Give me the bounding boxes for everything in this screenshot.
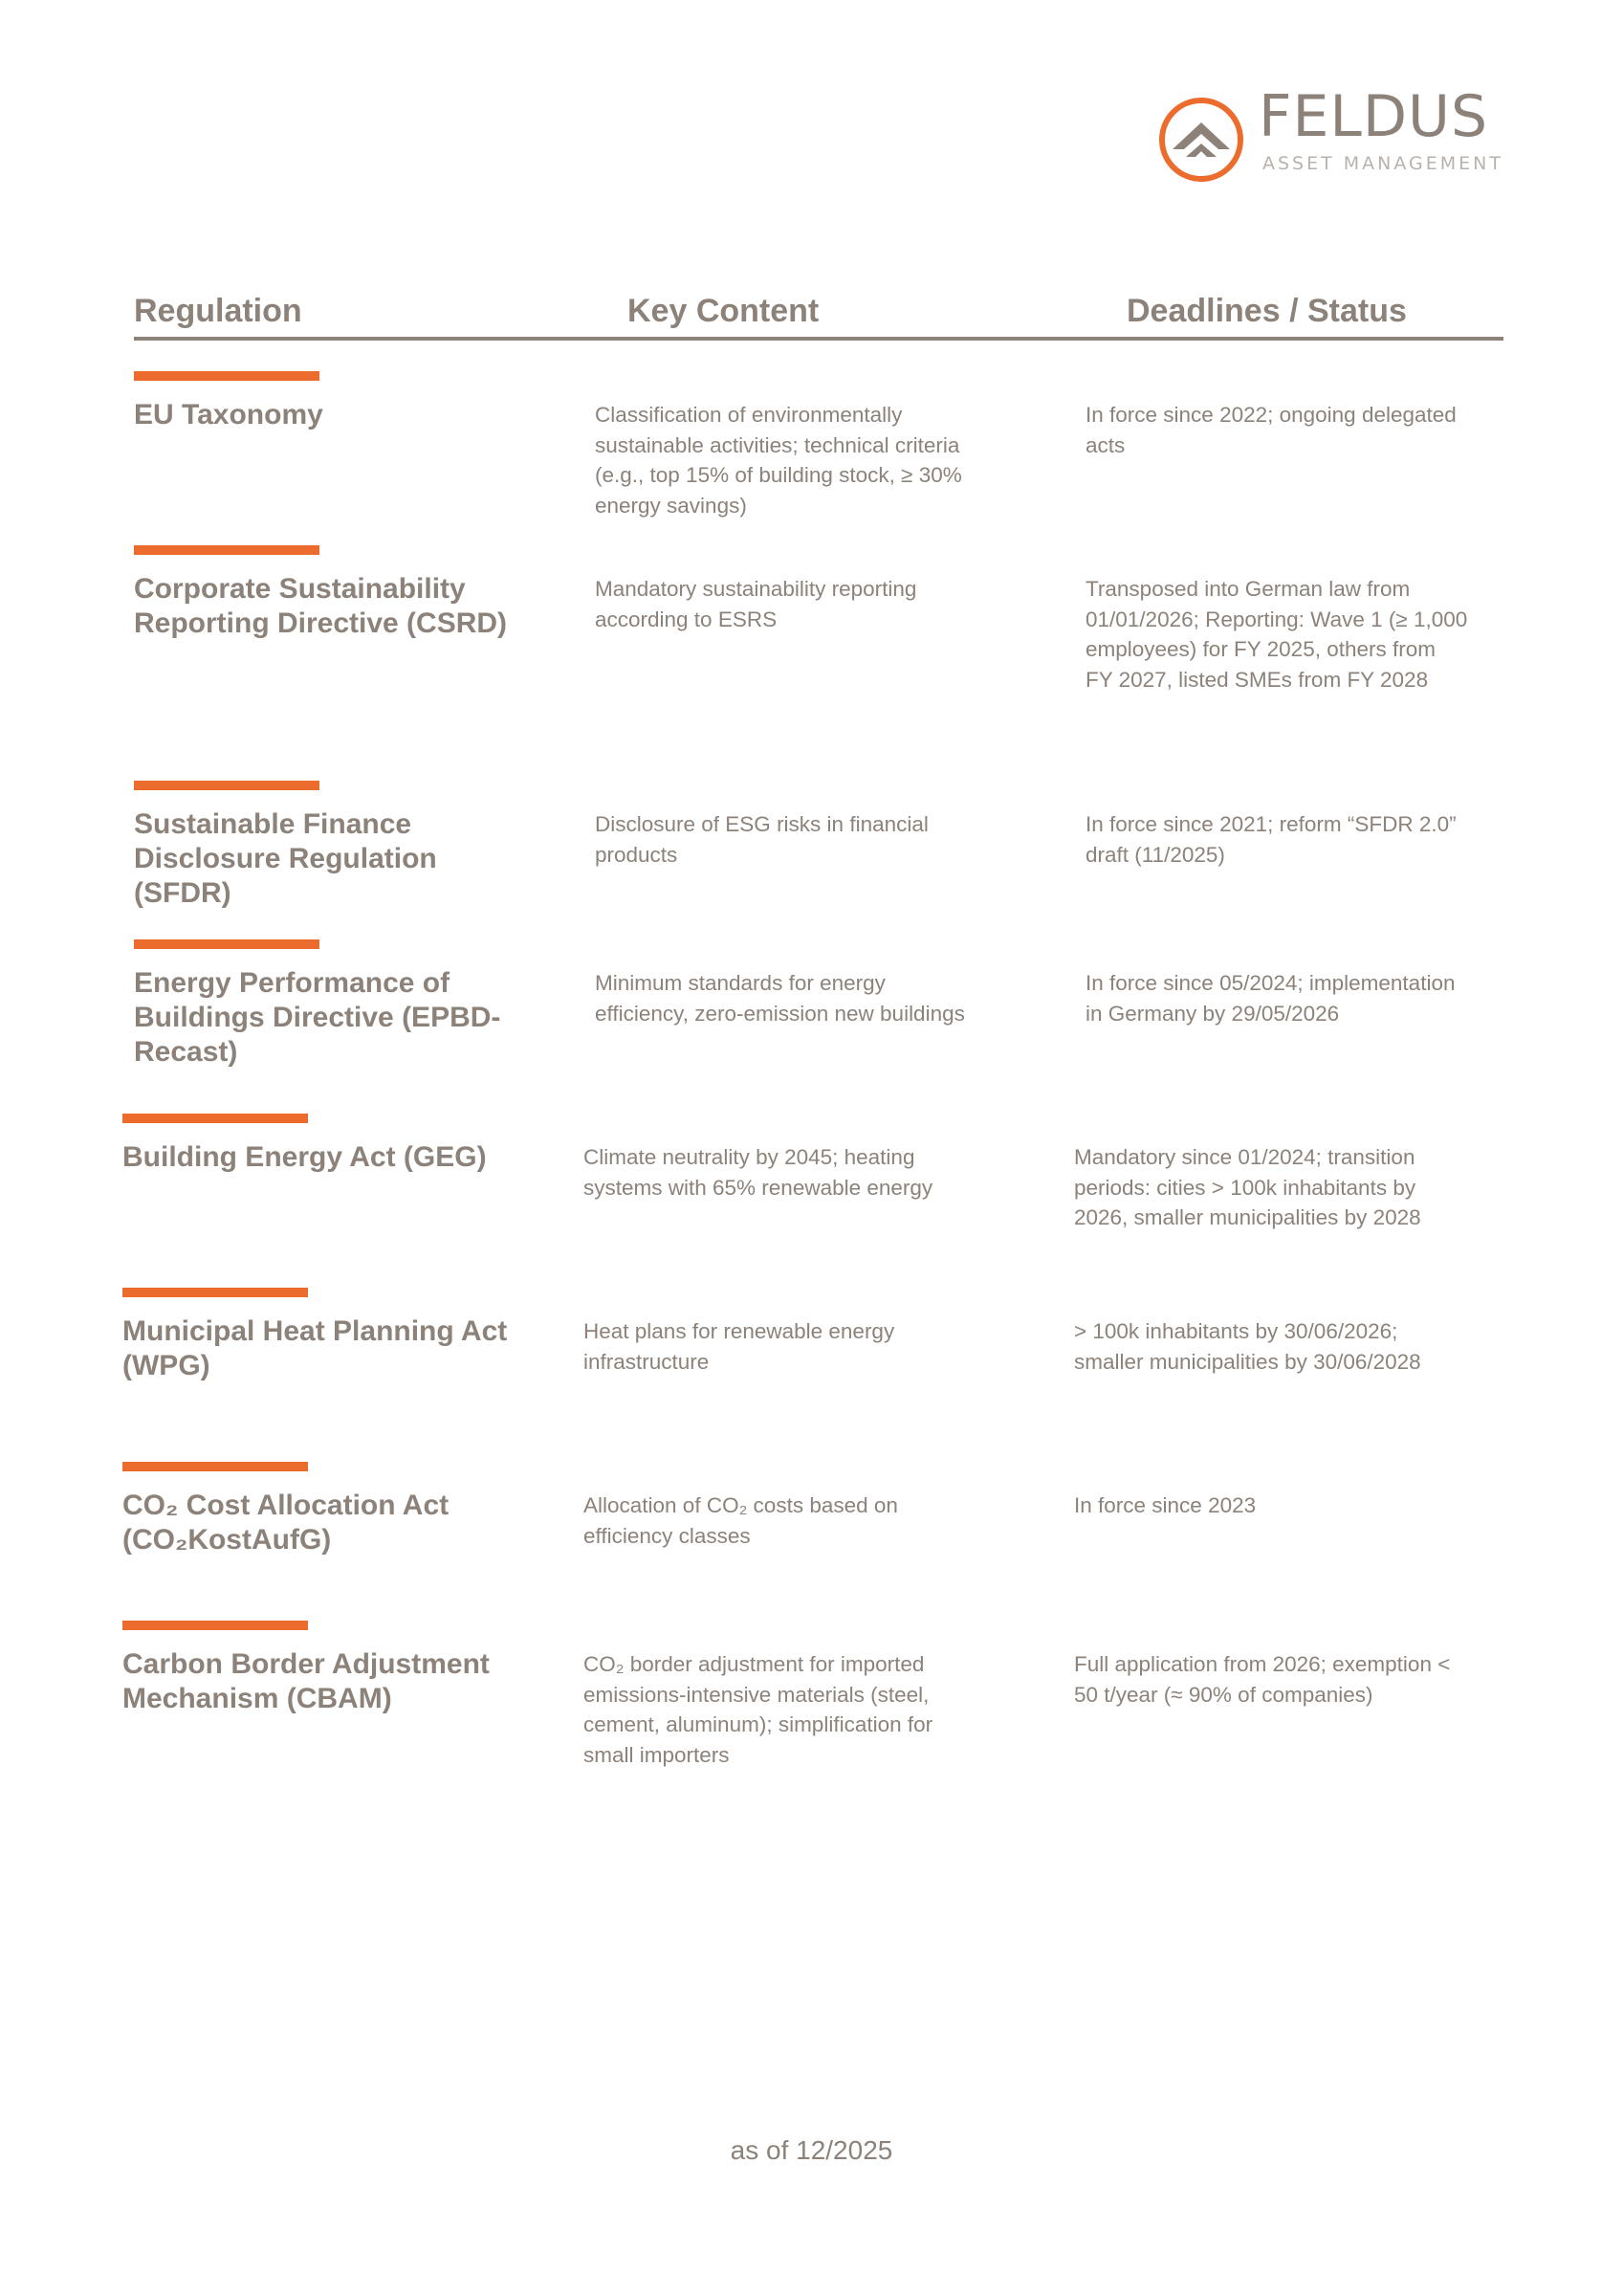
row-accent-bar (122, 1114, 308, 1123)
row-accent-bar (134, 939, 319, 949)
regulation-name: Sustainable Finance Disclosure Regulation (SFDR) (134, 808, 437, 909)
regulation-name: CO₂ Cost Allocation Act (CO₂KostAufG) (122, 1490, 450, 1556)
deadline-status: In force since 2021; reform “SFDR 2.0” draft (11/2025) (1086, 812, 1457, 867)
table-header (134, 287, 1503, 341)
roof-logo-icon (1157, 96, 1245, 184)
key-content: Minimum standards for energy efficiency, zero-emission new buildings (595, 971, 965, 1026)
row-accent-bar (134, 545, 319, 555)
key-content: Climate neutrality by 2045; heating systems with 65% renewable energy (583, 1145, 933, 1200)
regulation-name: Energy Performance of Buildings Directive (EPBD-Recast) (134, 967, 501, 1068)
key-content: CO₂ border adjustment for imported emissions-intensive materials (steel, cement, aluminum); simplification for small importers (583, 1652, 933, 1767)
company-logo (1157, 83, 1503, 188)
key-content: Heat plans for renewable energy infrastructure (583, 1319, 895, 1374)
deadline-status: > 100k inhabitants by 30/06/2026; smaller municipalities by 30/06/2028 (1074, 1319, 1421, 1374)
header-deadlines: Deadlines / Status (1127, 293, 1407, 329)
key-content: Classification of environmentally sustainable activities; technical criteria (e.g., top 15% of building stock, ≥ 30% energy savings) (595, 403, 962, 518)
regulation-name: Building Energy Act (GEG) (122, 1141, 487, 1173)
deadline-status: In force since 05/2024; implementation in Germany by 29/05/2026 (1086, 971, 1456, 1026)
header-key-content: Key Content (627, 293, 820, 329)
row-accent-bar (122, 1621, 308, 1630)
row-accent-bar (122, 1288, 308, 1297)
row-accent-bar (122, 1462, 308, 1471)
key-content: Allocation of CO₂ costs based on efficiency classes (583, 1493, 898, 1548)
deadline-status: Full application from 2026; exemption < 50 t/year (≈ 90% of companies) (1074, 1652, 1451, 1707)
row-accent-bar (134, 781, 319, 790)
regulation-name: Municipal Heat Planning Act (WPG) (122, 1315, 508, 1381)
footer-date: as of 12/2025 (730, 2135, 893, 2165)
brand-name: FELDUS (1259, 83, 1489, 150)
deadline-status: Transposed into German law from 01/01/2026; Reporting: Wave 1 (≥ 1,000 employees) for FY 2025, others from FY 2027, listed SMEs from FY 2028 (1086, 577, 1468, 692)
regulation-name: EU Taxonomy (134, 399, 323, 430)
brand-tagline: ASSET MANAGEMENT (1262, 153, 1503, 174)
header-regulation: Regulation (134, 293, 302, 329)
regulation-name: Corporate Sustainability Reporting Directive (CSRD) (134, 573, 508, 639)
deadline-status: Mandatory since 01/2024; transition periods: cities > 100k inhabitants by 2026, smaller municipalities by 2028 (1074, 1145, 1421, 1229)
regulation-name: Carbon Border Adjustment Mechanism (CBAM) (122, 1648, 490, 1714)
key-content: Mandatory sustainability reporting according to ESRS (595, 577, 917, 631)
deadline-status: In force since 2022; ongoing delegated acts (1086, 403, 1457, 457)
row-accent-bar (134, 371, 319, 381)
key-content: Disclosure of ESG risks in financial products (595, 812, 929, 867)
deadline-status: In force since 2023 (1074, 1493, 1257, 1517)
